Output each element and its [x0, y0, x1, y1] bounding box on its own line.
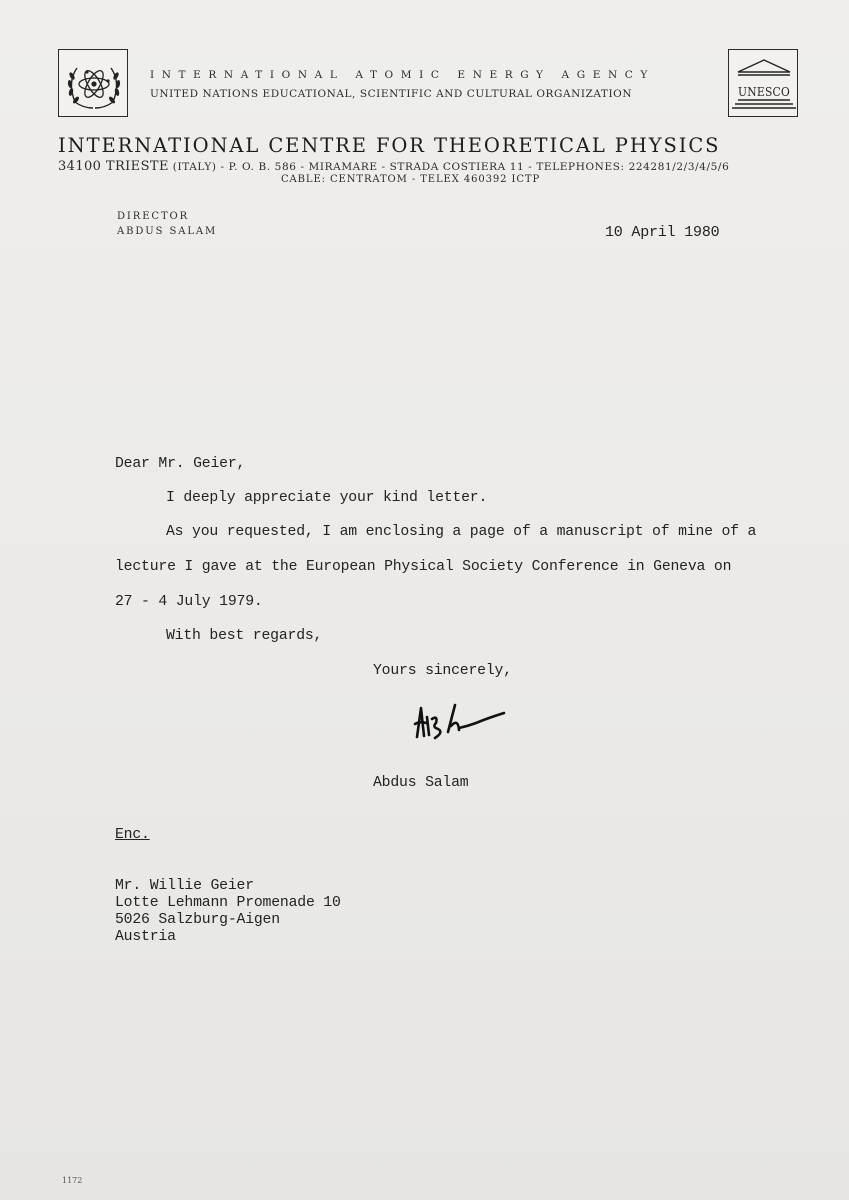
recipient-city: 5026 Salzburg-Aigen — [115, 912, 280, 928]
closing-sincerely: Yours sincerely, — [373, 663, 512, 679]
handwritten-signature — [408, 696, 513, 744]
salutation: Dear Mr. Geier, — [115, 456, 246, 472]
centre-title: INTERNATIONAL CENTRE FOR THEORETICAL PHYSICS — [58, 134, 721, 157]
unesco-logo-text: UNESCO — [738, 84, 790, 99]
body-paragraph-line: lecture I gave at the European Physical Society Conference in Geneva on — [115, 559, 732, 575]
enclosure-note: Enc. — [115, 827, 150, 843]
recipient-street: Lotte Lehmann Promenade 10 — [115, 895, 341, 911]
letter-date: 10 April 1980 — [605, 224, 720, 241]
body-paragraph-line: As you requested, I am enclosing a page of a manuscript of mine of a — [166, 524, 757, 540]
agency-line-unesco: UNITED NATIONS EDUCATIONAL, SCIENTIFIC AND CULTURAL ORGANIZATION — [150, 88, 633, 100]
recipient-country: Austria — [115, 929, 176, 945]
body-paragraph-line: 27 - 4 July 1979. — [115, 594, 263, 610]
body-paragraph: I deeply appreciate your kind letter. — [166, 490, 488, 506]
address-details: (ITALY) - P. O. B. 586 - MIRAMARE - STRADA COSTIERA 11 - TELEPHONES: 224281/2/3/4/5/6 — [168, 161, 730, 173]
atom-laurel-icon — [58, 49, 128, 117]
address-city: 34100 TRIESTE — [58, 159, 169, 174]
agency-line-iaea: INTERNATIONAL ATOMIC ENERGY AGENCY — [150, 69, 655, 81]
address-line — [58, 159, 729, 174]
signatory-name: Abdus Salam — [373, 775, 469, 791]
director-name: ABDUS SALAM — [117, 226, 218, 237]
recipient-name: Mr. Willie Geier — [115, 878, 254, 894]
archive-number: 1172 — [62, 1176, 83, 1185]
unesco-temple-icon — [728, 49, 798, 117]
director-label: DIRECTOR — [117, 211, 190, 222]
closing-regards: With best regards, — [166, 628, 323, 644]
cable-telex-line: CABLE: CENTRATOM - TELEX 460392 ICTP — [281, 174, 541, 185]
